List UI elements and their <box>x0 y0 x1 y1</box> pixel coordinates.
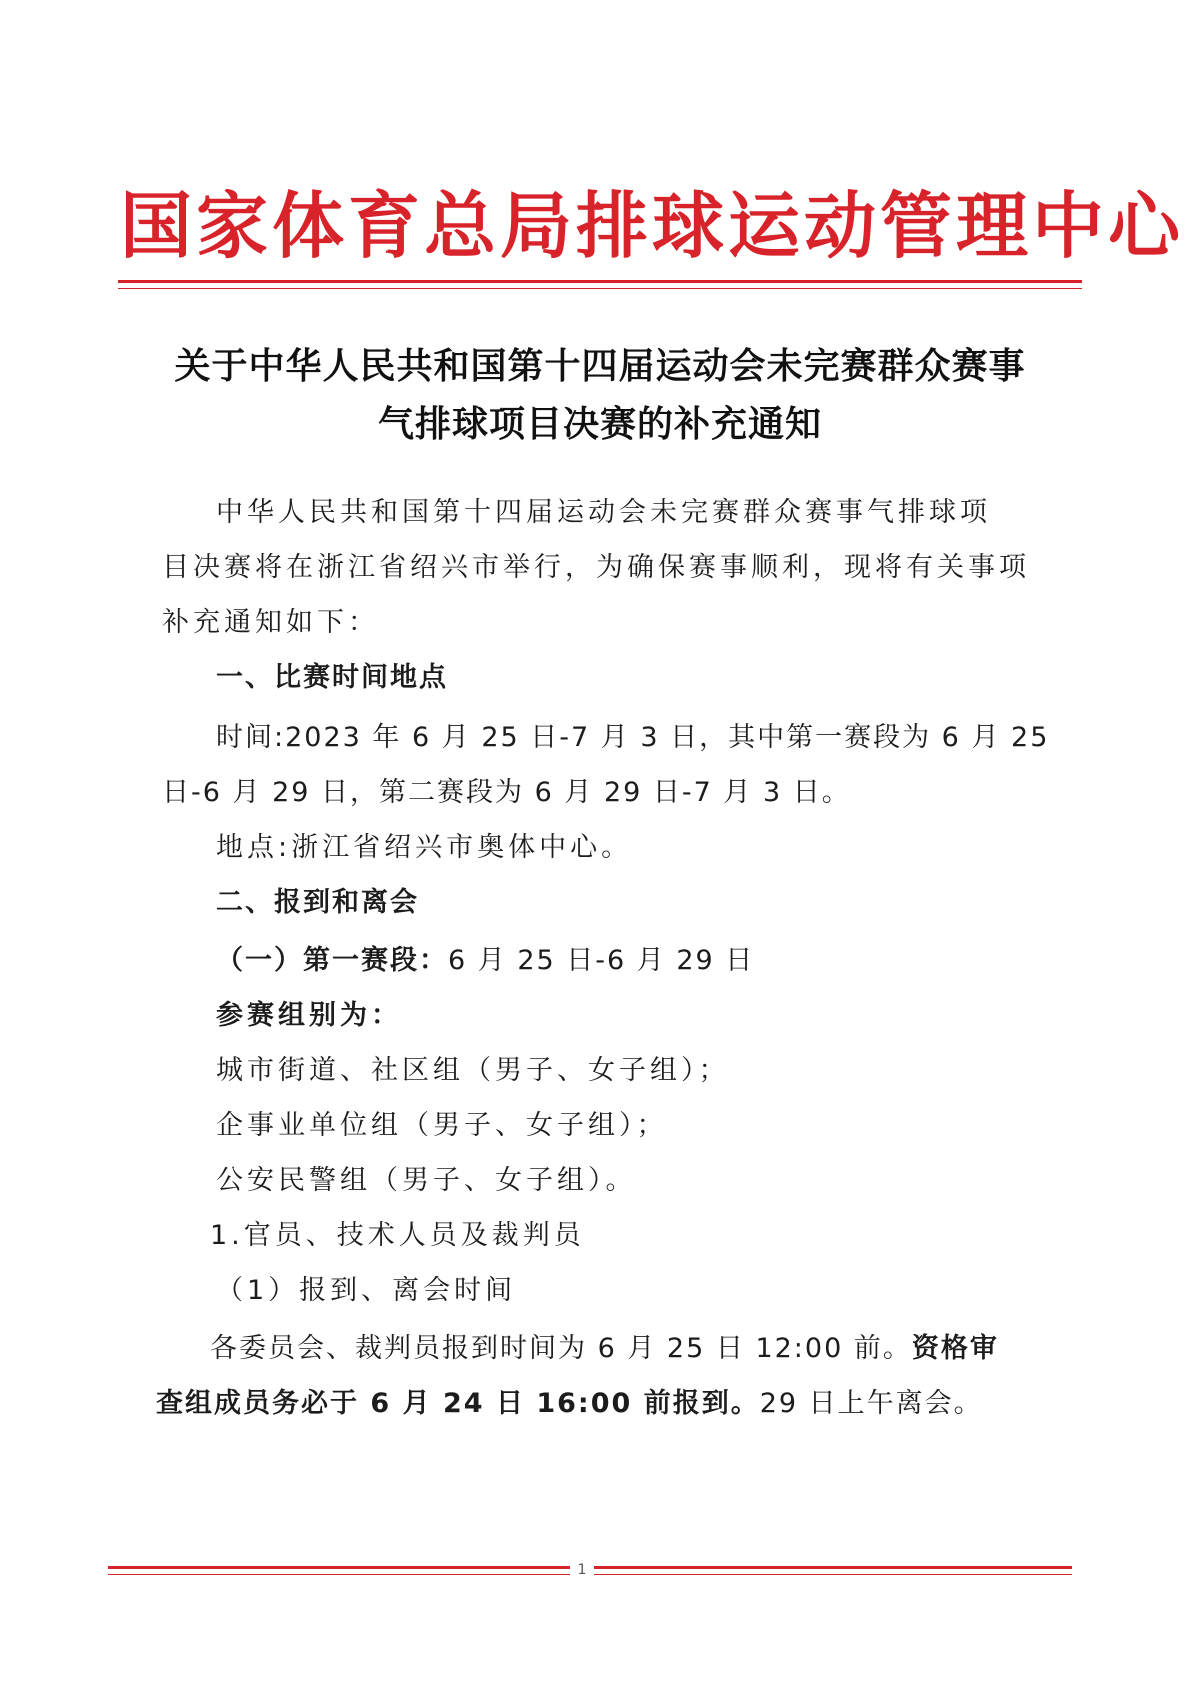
letterhead-organization: 国家体育总局排球运动管理中心 <box>120 184 1185 268</box>
groups-heading: 参赛组别为： <box>216 1000 402 1031</box>
intro-line-2: 目决赛将在浙江省绍兴市举行，为确保赛事顺利，现将有关事项 <box>162 552 1030 583</box>
section-2-heading: 二、报到和离会 <box>216 887 419 918</box>
stage-1-line <box>216 938 754 977</box>
intro-line-3: 补充通知如下： <box>162 607 379 638</box>
section-1-heading: 一、比赛时间地点 <box>216 662 448 693</box>
venue-line: 地点:浙江省绍兴市奥体中心。 <box>216 832 633 863</box>
document-title-line-1: 关于中华人民共和国第十四届运动会未完赛群众赛事 <box>174 345 1026 387</box>
checkin-text-2-bold: 查组成员务必于 6 月 24 日 16:00 前报到。 <box>156 1388 760 1419</box>
checkin-text-1: 各委员会、裁判员报到时间为 6 月 25 日 12:00 前。 <box>210 1333 912 1364</box>
page-number: 1 <box>570 1562 594 1578</box>
checkin-text-1-bold: 资格审 <box>911 1333 999 1364</box>
letterhead-red-rule-thin <box>118 288 1082 289</box>
item-1-heading: 1.官员、技术人员及裁判员 <box>210 1220 585 1251</box>
checkin-line-1 <box>210 1326 999 1365</box>
group-item-1: 城市街道、社区组（男子、女子组）； <box>216 1055 730 1086</box>
document-title-line-2: 气排球项目决赛的补充通知 <box>377 403 822 445</box>
checkin-text-2: 29 日上午离会。 <box>759 1388 983 1419</box>
letterhead-red-rule-thick <box>118 280 1082 283</box>
checkin-line-2 <box>156 1381 983 1420</box>
time-line-1: 时间:2023 年 6 月 25 日-7 月 3 日，其中第一赛段为 6 月 25 <box>216 722 1050 753</box>
group-item-3: 公安民警组（男子、女子组）。 <box>216 1165 637 1196</box>
stage-1-label: （一）第一赛段： <box>216 945 448 976</box>
stage-1-dates: 6 月 25 日-6 月 29 日 <box>448 945 755 976</box>
group-item-2: 企事业单位组（男子、女子组）； <box>216 1110 668 1141</box>
intro-line-1: 中华人民共和国第十四届运动会未完赛群众赛事气排球项 <box>216 497 991 528</box>
time-line-2: 日-6 月 29 日，第二赛段为 6 月 29 日-7 月 3 日。 <box>162 777 851 808</box>
item-1-subheading: （1）报到、离会时间 <box>216 1275 517 1306</box>
